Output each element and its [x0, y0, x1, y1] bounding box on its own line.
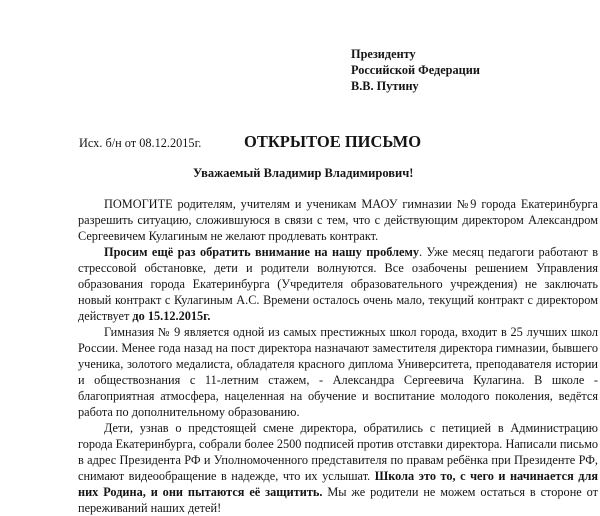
- paragraph-4-end: Мы же родители не можем остаться в стороне от переживаний наших детей!: [78, 485, 598, 515]
- addressee-line-1: Президенту: [351, 47, 416, 61]
- addressee-line-2: Российской Федерации: [351, 63, 480, 77]
- paragraph-3: Гимназия № 9 является одной из самых престижных школ города, входит в 25 лучших школ России. Менее года назад на пост директора назначают заместителя директора гимназии, бывшего ученика, золотого медалиста, обладателя красного диплома Университета, преподавателя истории и обществознания с 11-летним стажем, - Александра Сергеевича Кулагина. В школе - благоприятная атмосфера, нацеленная на обучение и воспитание молодого поколения, ведётся работа по дополнительному образованию.: [78, 325, 598, 419]
- greeting: Уважаемый Владимир Владимирович!: [193, 166, 414, 180]
- addressee-line-3: В.В. Путину: [351, 79, 419, 93]
- addressee-block: [351, 46, 480, 94]
- paragraph-4-text: Дети, узнав о предстоящей смене директора, обратились с петицией в Администрацию города Екатеринбурга, собрали более 2500 подписей против отставки директора. Написали письмо в адрес Президента РФ и Уполномоченного представителя по правам ребёнка при Президенте РФ, снимают видеообращение в надежде, что их услышат.: [78, 421, 598, 483]
- paragraph-1: ПОМОГИТЕ родителям, учителям и ученикам МАОУ гимназии №9 города Екатеринбурга разрешить ситуацию, сложившуюся в связи с тем, что с действующим директором Александром Сергеевичем Кулагиным не желают продлевать контракт.: [78, 197, 598, 243]
- paragraph-2-bold-lead: Просим ещё раз обратить внимание на нашу проблему: [104, 245, 419, 259]
- paragraph-2: [78, 244, 598, 324]
- letter-title: ОТКРЫТОЕ ПИСЬМО: [244, 132, 422, 151]
- paragraph-4: [78, 420, 598, 516]
- paragraph-4-bold: Школа это то, с чего и начинается для них Родина, и они пытаются её защитить.: [78, 469, 598, 499]
- paragraph-2-deadline: до 15.12.2015г.: [132, 309, 211, 323]
- letter-body: [78, 196, 598, 516]
- paragraph-2-text: . Уже месяц педагоги работают в стрессовой обстановке, дети и родители волнуются. Все озабочены решением Управления образования города Екатеринбурга (Учредителя образовательного учреждения) не заключать новый контракт с Кулагиным А.С. Времени осталось очень мало, текущий контракт с директором действует: [78, 245, 598, 323]
- outgoing-reference: Исх. б/н от 08.12.2015г.: [79, 136, 202, 150]
